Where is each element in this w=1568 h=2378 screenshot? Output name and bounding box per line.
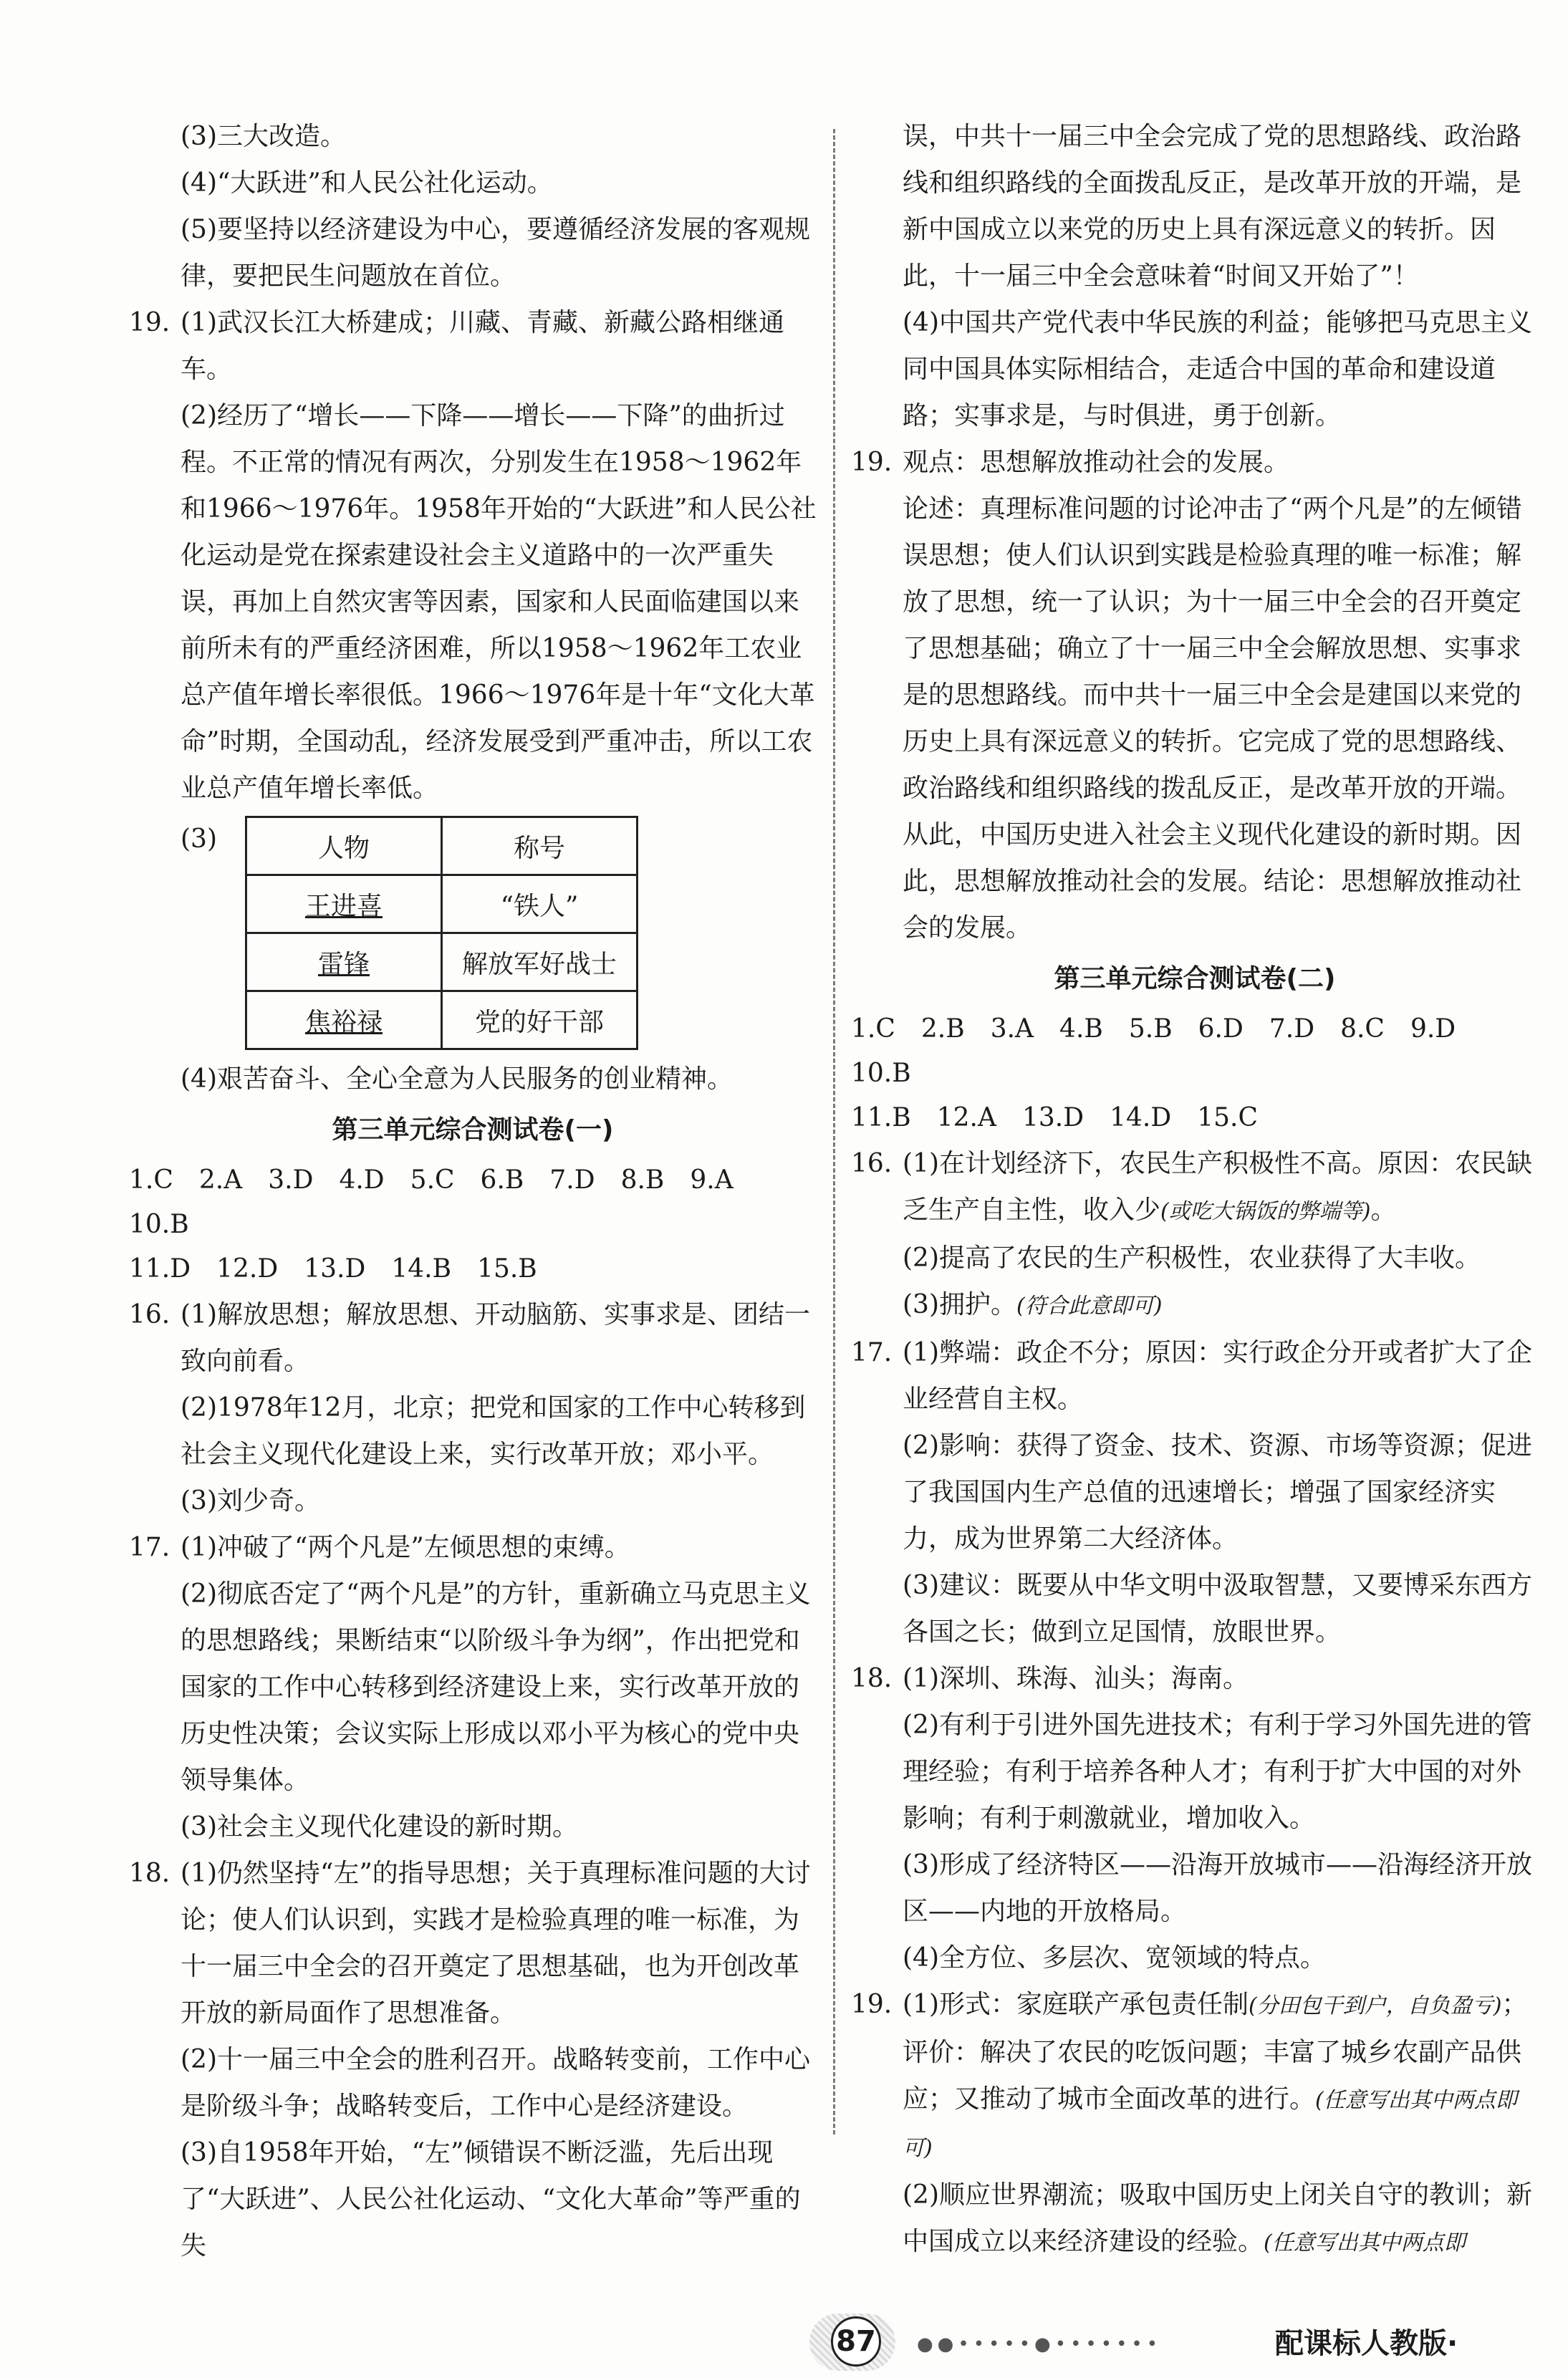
answer-line: (3)刘少奇。 <box>181 1486 320 1516</box>
answer-line: 论述：真理标准问题的讨论冲击了“两个凡是”的左倾错误思想；使人们认识到实践是检验真理的唯一标准；解放了思想，统一了认识；为十一届三中全会的召开奠定了思想基础；确立了十一届三中全会解放思想、实事求是的思想路线。而中共十一届三中全会是建国以来党的历史上具有深远意义的转折。它完成了党的思想路线、政治路线和组织路线的拨乱反正，是改革开放的开端。从此，中国历史进入社会主义现代化建设的新时期。因此，思想解放推动社会的发展。结论：思想解放推动社会的发展。 <box>903 494 1522 943</box>
table-cell: 焦裕禄 <box>246 991 442 1049</box>
table-cell: 雷锋 <box>246 933 442 991</box>
question-number: 19. <box>129 308 170 337</box>
answer-line: (3)三大改造。 <box>181 122 346 151</box>
question-number: 19. <box>851 448 893 477</box>
question-number: 16. <box>129 1300 170 1329</box>
page-number-badge <box>809 2314 895 2371</box>
question-number: 19. <box>851 1990 893 2019</box>
answer-line <box>903 2172 1539 2266</box>
answer-line: (2)提高了农民的生产积极性，农业获得了大丰收。 <box>903 1243 1481 1273</box>
answer-line: (3)形成了经济特区——沿海开放城市——沿海经济开放区——内地的开放格局。 <box>903 1850 1532 1926</box>
page-number: 87 <box>831 2316 881 2367</box>
answer-text: 。 <box>1370 1195 1397 1225</box>
answer-text: (1)形式：家庭联产承包责任制 <box>903 1990 1249 2019</box>
answer-line: 误，中共十一届三中全会完成了党的思想路线、政治路线和组织路线的全面拨乱反正，是改革开放的开端，是新中国成立以来党的历史上具有深远意义的转折。因此，十一届三中全会意味着“时间又开始了”！ <box>903 122 1522 291</box>
question-19 <box>129 299 817 1102</box>
choice-answers: 1.C 2.B 3.A 4.B 5.B 6.D 7.D 8.C 9.D 10.B <box>851 1014 1482 1088</box>
decorative-dots: ●●•••••●••••••• <box>917 2334 1163 2355</box>
question-16 <box>851 1140 1539 1329</box>
answer-line: (2)十一届三中全会的胜利召开。战略转变前，工作中心是阶级斗争；战略转变后，工作中心是经济建设。 <box>181 2045 810 2121</box>
answer-line <box>903 1140 1539 1235</box>
question-number: 18. <box>851 1664 893 1693</box>
table-cell: 解放军好战士 <box>442 933 638 991</box>
question-18 <box>851 1655 1539 1981</box>
answer-line <box>903 1981 1539 2172</box>
edition-label: 配课标人教版· <box>1275 2327 1458 2360</box>
right-column <box>851 113 1539 2266</box>
answer-line: (5)要坚持以经济建设为中心，要遵循经济发展的客观规律，要把民生问题放在首位。 <box>181 215 810 291</box>
answer-line: (3)社会主义现代化建设的新时期。 <box>181 1812 578 1842</box>
question-number: 16. <box>851 1149 893 1178</box>
answer-line: (4)艰苦奋斗、全心全意为人民服务的创业精神。 <box>181 1064 733 1094</box>
answer-note: (分田包干到户，自负盈亏) <box>1249 1993 1502 2018</box>
people-table <box>245 816 638 1050</box>
table-header: 称号 <box>442 817 638 875</box>
answer-line: (1)武汉长江大桥建成；川藏、青藏、新藏公路相继通车。 <box>181 308 784 384</box>
answer-line: (2)1978年12月，北京；把党和国家的工作中心转移到社会主义现代化建设上来，实行改革开放；邓小平。 <box>181 1393 806 1469</box>
question-19 <box>851 439 1539 951</box>
question-17 <box>851 1329 1539 1655</box>
question-19b <box>851 1981 1539 2266</box>
answer-line: (1)深圳、珠海、汕头；海南。 <box>903 1664 1249 1693</box>
answer-line: (4)中国共产党代表中华民族的利益；能够把马克思主义同中国具体实际相结合，走适合中国的革命和建设道路；实事求是，与时俱进，勇于创新。 <box>903 308 1532 430</box>
answer-note: (或吃大锅饭的弊端等) <box>1160 1199 1371 1224</box>
table-header: 人物 <box>246 817 442 875</box>
left-column <box>129 113 817 2269</box>
choice-answers: 1.C 2.A 3.D 4.D 5.C 6.B 7.D 8.B 9.A 10.B <box>129 1165 759 1239</box>
answer-line: (2)影响：获得了资金、技术、资源、市场等资源；促进了我国国内生产总值的迅速增长；增强了国家经济实力，成为世界第二大经济体。 <box>903 1431 1532 1554</box>
answer-line: (1)弊端：政企不分；原因：实行政企分开或者扩大了企业经营自主权。 <box>903 1338 1532 1414</box>
answer-line: (1)解放思想；解放思想、开动脑筋、实事求是、团结一致向前看。 <box>181 1300 810 1376</box>
answer-line: (3)建议：既要从中华文明中汲取智慧，又要博采东西方各国之长；做到立足国情，放眼世界。 <box>903 1571 1532 1647</box>
question-17 <box>129 1524 817 1850</box>
table-cell: 王进喜 <box>246 875 442 933</box>
question-18 <box>129 1850 817 2269</box>
answer-line: (3)自1958年开始，“左”倾错误不断泛滥，先后出现了“大跃进”、人民公社化运动、“文化大革命”等严重的失 <box>181 2138 801 2261</box>
answer-text: (1)在计划经济下，农民生产积极性不高。原因：农民缺乏生产自主性，收入少 <box>903 1149 1532 1225</box>
question-number: 17. <box>851 1338 893 1367</box>
choice-answers: 11.D 12.D 13.D 14.B 15.B <box>129 1254 537 1284</box>
answer-note: (符合此意即可) <box>1016 1294 1163 1319</box>
section-heading: 第三单元综合测试卷(一) <box>332 1115 614 1145</box>
answer-line: (2)经历了“增长——下降——增长——下降”的曲折过程。不正常的情况有两次，分别发生在1958～1962年和1966～1976年。1958年开始的“大跃进”和人民公社化运动是党在探索建设社会主义道路中的一次严重失误，再加上自然灾害等因素，国家和人民面临建国以来前所未有的严重经济困难，所以1958～1962年工农业总产值年增长率很低。1966～1976年是十年“文化大革命”时期，全国动乱，经济发展受到严重冲击，所以工农业总产值年增长率低。 <box>181 401 817 803</box>
answer-line: (1)仍然坚持“左”的指导思想；关于真理标准问题的大讨论；使人们认识到，实践才是检验真理的唯一标准，为十一届三中全会的召开奠定了思想基础，也为开创改革开放的新局面作了思想准备。 <box>181 1859 811 2028</box>
column-divider <box>833 129 835 2134</box>
answer-line: 观点：思想解放推动社会的发展。 <box>903 448 1290 477</box>
answer-line: (4)全方位、多层次、宽领域的特点。 <box>903 1943 1326 1973</box>
answer-note: (任意写出其中两点即可) <box>903 2088 1517 2161</box>
answer-label: (3) <box>181 824 217 854</box>
answer-note: (任意写出其中两点即 <box>1264 2230 1466 2256</box>
answer-line: (2)有利于引进外国先进技术；有利于学习外国先进的管理经验；有利于培养各种人才；有利于扩大中国的对外影响；有利于刺激就业，增加收入。 <box>903 1710 1532 1833</box>
choice-answers: 11.B 12.A 13.D 14.D 15.C <box>851 1103 1258 1132</box>
table-cell: “铁人” <box>442 875 638 933</box>
answer-text: ；评价：解决了农民的吃饭问题；丰富了城乡农副产品供应；又推动了城市全面改革的进行。 <box>903 1990 1528 2114</box>
answer-text: (3)拥护。 <box>903 1290 1016 1319</box>
answer-line: (1)冲破了“两个凡是”左倾思想的束缚。 <box>181 1533 630 1562</box>
question-16 <box>129 1291 817 1524</box>
answer-line: (2)彻底否定了“两个凡是”的方针，重新确立马克思主义的思想路线；果断结束“以阶级斗争为纲”，作出把党和国家的工作中心转移到经济建设上来，实行改革开放的历史性决策；会议实际上形成以邓小平为核心的党中央领导集体。 <box>181 1579 811 1795</box>
answer-text: (2)顺应世界潮流；吸取中国历史上闭关自守的教训；新中国成立以来经济建设的经验。 <box>903 2180 1532 2256</box>
question-number: 18. <box>129 1859 170 1888</box>
answer-line <box>903 1281 1539 1329</box>
section-heading: 第三单元综合测试卷(二) <box>1054 964 1336 993</box>
answer-line: (4)“大跃进”和人民公社化运动。 <box>181 168 553 198</box>
question-number: 17. <box>129 1533 170 1562</box>
table-cell: 党的好干部 <box>442 991 638 1049</box>
